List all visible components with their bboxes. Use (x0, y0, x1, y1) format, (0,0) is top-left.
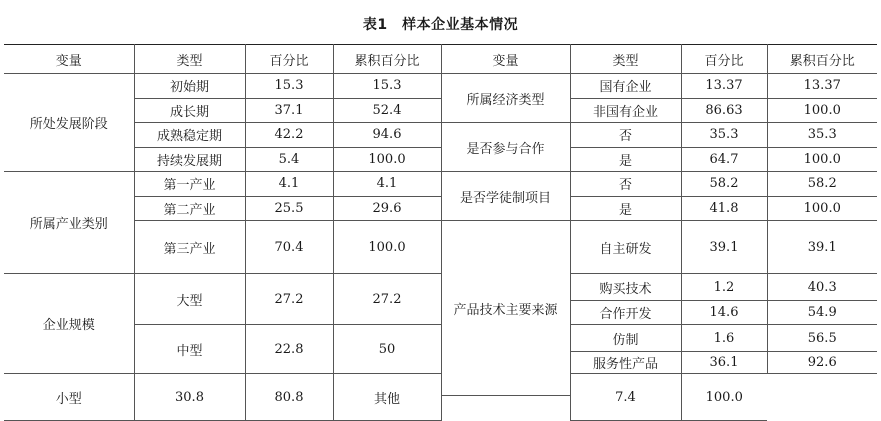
percent-cell: 1.6 (681, 325, 767, 352)
cumulative-cell: 100.0 (333, 221, 441, 274)
type-cell: 第三产业 (134, 221, 245, 274)
type-cell: 其他 (333, 374, 441, 421)
percent-cell: 27.2 (245, 274, 333, 325)
percent-cell: 36.1 (681, 352, 767, 374)
percent-cell: 64.7 (681, 147, 767, 172)
type-cell: 持续发展期 (134, 147, 245, 172)
table-row (4, 98, 877, 123)
table-title: 表1 样本企业基本情况 (362, 17, 519, 33)
cumulative-cell: 4.1 (333, 172, 441, 197)
cumulative-cell: 58.2 (767, 172, 877, 197)
cumulative-cell: 100.0 (767, 147, 877, 172)
header-cumulative-percent: 累积百分比 (767, 45, 877, 74)
header-row (4, 45, 877, 74)
type-cell: 成熟稳定期 (134, 123, 245, 148)
variable-cell: 所属产业类别 (4, 172, 134, 274)
cumulative-cell: 80.8 (245, 374, 333, 421)
percent-cell: 35.3 (681, 123, 767, 148)
type-cell: 是 (570, 196, 681, 221)
cumulative-cell: 94.6 (333, 123, 441, 148)
header-percent: 百分比 (245, 45, 333, 74)
type-cell: 自主研发 (570, 221, 681, 274)
percent-cell: 4.1 (245, 172, 333, 197)
table-row (4, 123, 877, 148)
percent-cell: 7.4 (570, 374, 681, 421)
cumulative-cell: 39.1 (767, 221, 877, 274)
type-cell: 大型 (134, 274, 245, 325)
percent-cell: 22.8 (245, 325, 333, 374)
header-percent: 百分比 (681, 45, 767, 74)
percent-cell: 39.1 (681, 221, 767, 274)
cumulative-cell: 100.0 (767, 98, 877, 123)
variable-cell: 所处发展阶段 (4, 74, 134, 172)
cumulative-cell: 13.37 (767, 74, 877, 99)
cumulative-cell: 15.3 (333, 74, 441, 99)
percent-cell: 86.63 (681, 98, 767, 123)
percent-cell: 58.2 (681, 172, 767, 197)
percent-cell: 30.8 (134, 374, 245, 421)
type-cell: 成长期 (134, 98, 245, 123)
type-cell: 第一产业 (134, 172, 245, 197)
type-cell: 第二产业 (134, 196, 245, 221)
cumulative-cell: 100.0 (767, 196, 877, 221)
type-cell: 非国有企业 (570, 98, 681, 123)
cumulative-cell: 56.5 (767, 325, 877, 352)
header-type: 类型 (134, 45, 245, 74)
percent-cell: 5.4 (245, 147, 333, 172)
variable-cell: 是否学徒制项目 (441, 172, 570, 221)
type-cell: 否 (570, 123, 681, 148)
type-cell: 是 (570, 147, 681, 172)
percent-cell: 37.1 (245, 98, 333, 123)
header-type: 类型 (570, 45, 681, 74)
type-cell: 购买技术 (570, 274, 681, 301)
table-row (4, 172, 877, 197)
percent-cell: 25.5 (245, 196, 333, 221)
cumulative-cell: 92.6 (767, 352, 877, 374)
cumulative-cell: 52.4 (333, 98, 441, 123)
table-row (4, 221, 877, 274)
percent-cell: 13.37 (681, 74, 767, 99)
percent-cell: 14.6 (681, 301, 767, 325)
header-variable: 变量 (4, 45, 134, 74)
variable-cell: 所属经济类型 (441, 74, 570, 123)
table-row (4, 325, 877, 352)
type-cell: 仿制 (570, 325, 681, 352)
percent-cell: 41.8 (681, 196, 767, 221)
type-cell: 国有企业 (570, 74, 681, 99)
percent-cell: 70.4 (245, 221, 333, 274)
variable-cell: 是否参与合作 (441, 123, 570, 172)
table-row (4, 196, 877, 221)
table-row (4, 74, 877, 99)
cumulative-cell: 54.9 (767, 301, 877, 325)
cumulative-cell: 40.3 (767, 274, 877, 301)
percent-cell: 1.2 (681, 274, 767, 301)
type-cell: 否 (570, 172, 681, 197)
variable-cell: 产品技术主要来源 (441, 221, 570, 396)
type-cell: 服务性产品 (570, 352, 681, 374)
type-cell: 合作开发 (570, 301, 681, 325)
cumulative-cell: 100.0 (681, 374, 767, 421)
cumulative-cell: 35.3 (767, 123, 877, 148)
cumulative-cell: 100.0 (333, 147, 441, 172)
type-cell: 小型 (4, 374, 134, 421)
cumulative-cell: 29.6 (333, 196, 441, 221)
percent-cell: 42.2 (245, 123, 333, 148)
header-cumulative-percent: 累积百分比 (333, 45, 441, 74)
type-cell: 初始期 (134, 74, 245, 99)
sample-enterprise-table (4, 44, 877, 421)
variable-cell: 企业规模 (4, 274, 134, 374)
type-cell: 中型 (134, 325, 245, 374)
table-row (4, 147, 877, 172)
cumulative-cell: 27.2 (333, 274, 441, 325)
cumulative-cell: 50 (333, 325, 441, 374)
header-variable: 变量 (441, 45, 570, 74)
percent-cell: 15.3 (245, 74, 333, 99)
table-row (4, 374, 877, 396)
table-row (4, 274, 877, 301)
